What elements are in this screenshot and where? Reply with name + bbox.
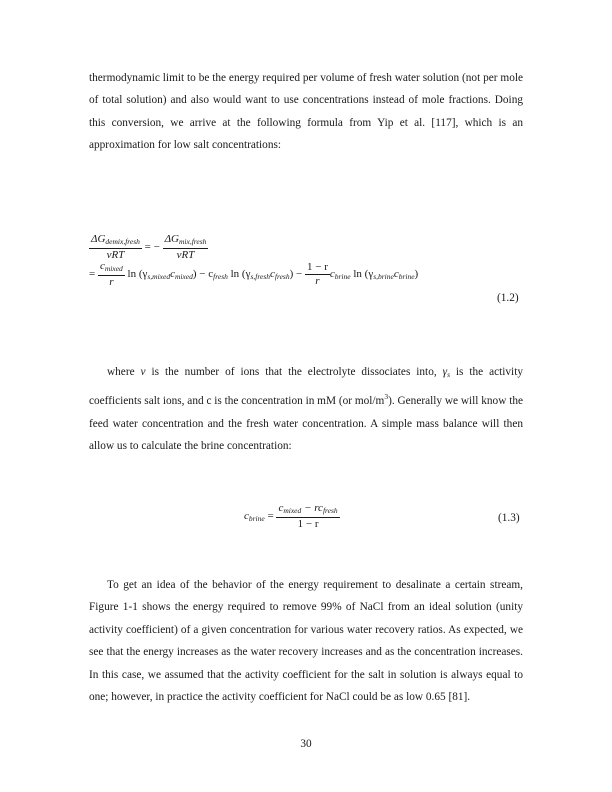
equation-1-2-line-1: $\frac{\Delta G_{demix,fresh}}{\text{νRT}}$ = − $\frac{\Delta G_{mix,fresh}}{\text{νRT}}$	[91, 233, 207, 261]
equation-number-1-3: (1.3)	[498, 512, 520, 524]
page-number: 30	[300, 738, 312, 750]
paragraph-definitions: where ν is the number of ions that the electrolyte dissociates into, $\gamma_s$ is the activity coefficients salt ions, and c is the concentration in mM (or mol/$m^3$). Generally we will know the feed water concentration and the fresh water concentration. A simple mass balance will then allow us to calculate the brine concentration:	[89, 366, 523, 452]
equation-1-3: $c_{brine}$ = $\frac{c_{mixed} - rc_{fresh}}{1 - r}$	[244, 502, 338, 530]
fraction-demix: $\frac{\Delta G_{demix,fresh}}{\text{νRT}}$	[91, 233, 140, 261]
equation-1-2-line-2: = $\frac{c_{mixed}}{r}$ $\ln (\gamma_{s,mixed}c_{mixed}) - c_{fresh}$ $\ln (\gamma_{s,fresh}c_{fresh})$ − $\frac{1 - r}{r}$ $c_{brine}$ $\ln (\gamma_{s,brine}c_{brine})$	[89, 260, 419, 288]
fraction-one-minus-r-over-r: $\frac{1 - r}{r}$	[306, 261, 328, 287]
equation-number-1-2: (1.2)	[497, 292, 519, 304]
paragraph-figure-discussion: To get an idea of the behavior of the energy requirement to desalinate a certain stream, Figure 1-1 shows the energy required to remove 99% of NaCl from an ideal solution (unity activity coefficient) of a given concentration for various water recovery ratios. As expected, we see that the energy increases as the water recovery increases and as the concentration increases. In this case, we assumed that the activity coefficient for the salt in solution is always equal to one; however, in practice the activity coefficient for NaCl could be as low 0.65 [81].	[89, 579, 523, 704]
fraction-brine: $\frac{c_{mixed} - rc_{fresh}}{1 - r}$	[278, 502, 338, 530]
fraction-cmixed-over-r: $\frac{c_{mixed}}{r}$	[99, 260, 123, 288]
fraction-mix: $\frac{\Delta G_{mix,fresh}}{\text{νRT}}$	[164, 233, 207, 261]
paragraph-intro: thermodynamic limit to be the energy required per volume of fresh water solution (not per mole of total solution) and also would want to use concentrations instead of mole fractions. Doing this conversion, we arrive at the following formula from Yip et al. [117], which is an approximation for low salt concentrations:	[89, 72, 523, 152]
